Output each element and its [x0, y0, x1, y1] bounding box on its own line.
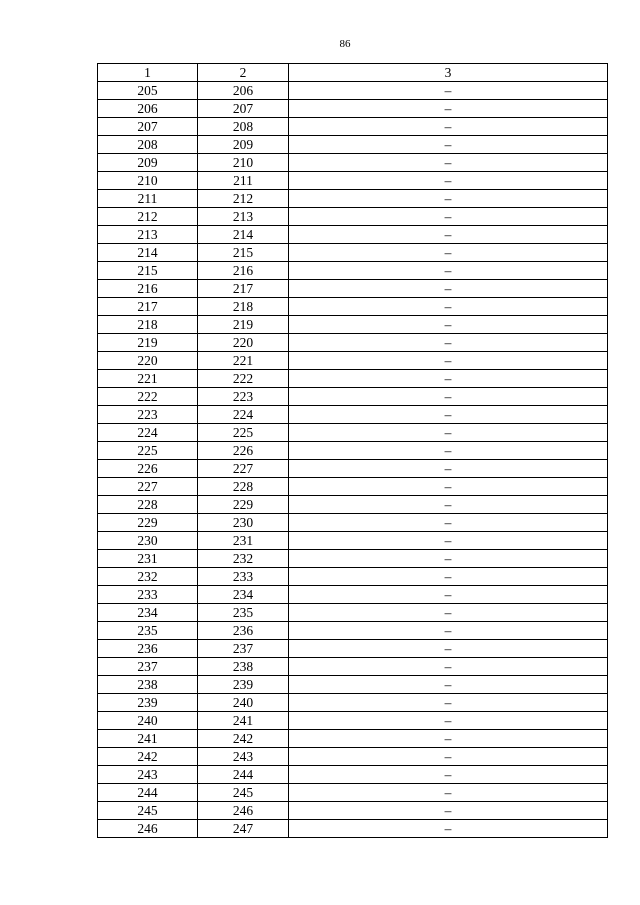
- table-cell-col-1: 224: [98, 424, 198, 442]
- table-row: [98, 208, 608, 226]
- table-row: [98, 622, 608, 640]
- table-cell-col-2: 206: [198, 82, 289, 100]
- table-cell-col-2: 207: [198, 100, 289, 118]
- table-cell-col-1: 207: [98, 118, 198, 136]
- table-cell-col-2: 242: [198, 730, 289, 748]
- table-cell-col-1: 244: [98, 784, 198, 802]
- table-cell-col-3: –: [289, 118, 608, 136]
- table-cell-col-2: 224: [198, 406, 289, 424]
- table-cell-col-2: 223: [198, 388, 289, 406]
- table-cell-col-3: –: [289, 406, 608, 424]
- table-row: [98, 730, 608, 748]
- table-row: [98, 676, 608, 694]
- table-cell-col-1: 212: [98, 208, 198, 226]
- table-cell-col-1: 233: [98, 586, 198, 604]
- table-row: [98, 298, 608, 316]
- table-cell-col-1: 226: [98, 460, 198, 478]
- table-row: [98, 460, 608, 478]
- table-cell-col-1: 214: [98, 244, 198, 262]
- table-cell-col-3: –: [289, 262, 608, 280]
- table-cell-col-2: 247: [198, 820, 289, 838]
- table-cell-col-3: –: [289, 568, 608, 586]
- table-cell-col-2: 230: [198, 514, 289, 532]
- table-cell-col-3: –: [289, 244, 608, 262]
- table-row: [98, 766, 608, 784]
- table-row: [98, 262, 608, 280]
- table-cell-col-1: 208: [98, 136, 198, 154]
- table-row: [98, 190, 608, 208]
- table-cell-col-2: 214: [198, 226, 289, 244]
- table-row: [98, 496, 608, 514]
- table-cell-col-1: 222: [98, 388, 198, 406]
- table-cell-col-2: 240: [198, 694, 289, 712]
- table-row: [98, 316, 608, 334]
- table-cell-col-3: –: [289, 478, 608, 496]
- table-cell-col-1: 235: [98, 622, 198, 640]
- table-cell-col-1: 219: [98, 334, 198, 352]
- table-cell-col-3: –: [289, 496, 608, 514]
- table-cell-col-2: 219: [198, 316, 289, 334]
- table-cell-col-1: 216: [98, 280, 198, 298]
- table-row: [98, 568, 608, 586]
- table-cell-col-3: –: [289, 532, 608, 550]
- table-cell-col-1: 241: [98, 730, 198, 748]
- table-cell-col-1: 215: [98, 262, 198, 280]
- page-number: 86: [339, 38, 351, 50]
- table-cell-col-2: 235: [198, 604, 289, 622]
- table-cell-col-1: 234: [98, 604, 198, 622]
- table-cell-col-2: 217: [198, 280, 289, 298]
- table-row: [98, 784, 608, 802]
- table-row: [98, 820, 608, 838]
- table-cell-col-3: –: [289, 334, 608, 352]
- table-cell-col-2: 218: [198, 298, 289, 316]
- column-header-1: 1: [98, 64, 198, 82]
- table-row: [98, 136, 608, 154]
- table-cell-col-2: 244: [198, 766, 289, 784]
- table-cell-col-2: 208: [198, 118, 289, 136]
- table-row: [98, 604, 608, 622]
- table-row: [98, 280, 608, 298]
- table-cell-col-1: 230: [98, 532, 198, 550]
- table-row: [98, 514, 608, 532]
- table-cell-col-2: 243: [198, 748, 289, 766]
- table-cell-col-2: 220: [198, 334, 289, 352]
- table-cell-col-1: 237: [98, 658, 198, 676]
- table-cell-col-3: –: [289, 208, 608, 226]
- table-cell-col-3: –: [289, 676, 608, 694]
- table-cell-col-1: 223: [98, 406, 198, 424]
- table-cell-col-2: 236: [198, 622, 289, 640]
- table-cell-col-1: 220: [98, 352, 198, 370]
- table-cell-col-1: 225: [98, 442, 198, 460]
- table-row: [98, 712, 608, 730]
- table-row: [98, 100, 608, 118]
- table-cell-col-3: –: [289, 316, 608, 334]
- header-row: [98, 64, 608, 82]
- table-row: [98, 226, 608, 244]
- table-cell-col-2: 234: [198, 586, 289, 604]
- table-cell-col-2: 246: [198, 802, 289, 820]
- table-cell-col-2: 239: [198, 676, 289, 694]
- table-cell-col-2: 241: [198, 712, 289, 730]
- table-row: [98, 586, 608, 604]
- table-cell-col-2: 225: [198, 424, 289, 442]
- table-cell-col-2: 222: [198, 370, 289, 388]
- table-row: [98, 154, 608, 172]
- table-cell-col-2: 210: [198, 154, 289, 172]
- table-cell-col-2: 228: [198, 478, 289, 496]
- table-row: [98, 82, 608, 100]
- column-header-3: 3: [289, 64, 608, 82]
- table-cell-col-3: –: [289, 370, 608, 388]
- table-cell-col-3: –: [289, 100, 608, 118]
- table-row: [98, 550, 608, 568]
- table-cell-col-1: 239: [98, 694, 198, 712]
- table-cell-col-1: 232: [98, 568, 198, 586]
- table-cell-col-2: 229: [198, 496, 289, 514]
- table-cell-col-3: –: [289, 136, 608, 154]
- table-row: [98, 172, 608, 190]
- table-cell-col-2: 232: [198, 550, 289, 568]
- table-cell-col-3: –: [289, 712, 608, 730]
- table-row: [98, 370, 608, 388]
- table-cell-col-3: –: [289, 586, 608, 604]
- table-cell-col-2: 231: [198, 532, 289, 550]
- table-cell-col-2: 245: [198, 784, 289, 802]
- table-cell-col-3: –: [289, 802, 608, 820]
- table-cell-col-1: 205: [98, 82, 198, 100]
- table-cell-col-3: –: [289, 748, 608, 766]
- table-cell-col-3: –: [289, 604, 608, 622]
- table-row: [98, 748, 608, 766]
- table-cell-col-1: 228: [98, 496, 198, 514]
- table-row: [98, 244, 608, 262]
- table-cell-col-3: –: [289, 640, 608, 658]
- table-row: [98, 442, 608, 460]
- table-cell-col-3: –: [289, 190, 608, 208]
- table-cell-col-3: –: [289, 514, 608, 532]
- table-cell-col-3: –: [289, 820, 608, 838]
- data-table: [97, 63, 608, 838]
- table-row: [98, 478, 608, 496]
- table-cell-col-1: 217: [98, 298, 198, 316]
- table-cell-col-3: –: [289, 658, 608, 676]
- table-cell-col-1: 227: [98, 478, 198, 496]
- table-body: [98, 82, 608, 838]
- table-row: [98, 640, 608, 658]
- table-row: [98, 388, 608, 406]
- table-cell-col-1: 218: [98, 316, 198, 334]
- table-cell-col-3: –: [289, 154, 608, 172]
- table-cell-col-3: –: [289, 694, 608, 712]
- table-row: [98, 334, 608, 352]
- table-row: [98, 532, 608, 550]
- table-cell-col-1: 240: [98, 712, 198, 730]
- table-cell-col-1: 229: [98, 514, 198, 532]
- table-cell-col-1: 246: [98, 820, 198, 838]
- table-cell-col-1: 242: [98, 748, 198, 766]
- table-cell-col-2: 211: [198, 172, 289, 190]
- table-cell-col-3: –: [289, 442, 608, 460]
- table-row: [98, 406, 608, 424]
- table-cell-col-3: –: [289, 784, 608, 802]
- table-cell-col-3: –: [289, 172, 608, 190]
- column-header-2: 2: [198, 64, 289, 82]
- table-cell-col-1: 236: [98, 640, 198, 658]
- table-row: [98, 352, 608, 370]
- table-cell-col-3: –: [289, 550, 608, 568]
- table-cell-col-3: –: [289, 82, 608, 100]
- table-row: [98, 118, 608, 136]
- table-cell-col-3: –: [289, 460, 608, 478]
- table-cell-col-1: 221: [98, 370, 198, 388]
- table-cell-col-3: –: [289, 730, 608, 748]
- table-cell-col-3: –: [289, 298, 608, 316]
- table-cell-col-2: 237: [198, 640, 289, 658]
- table-cell-col-1: 206: [98, 100, 198, 118]
- table-cell-col-3: –: [289, 388, 608, 406]
- table-cell-col-3: –: [289, 622, 608, 640]
- table-cell-col-1: 213: [98, 226, 198, 244]
- table-row: [98, 424, 608, 442]
- table-cell-col-3: –: [289, 766, 608, 784]
- table-cell-col-1: 243: [98, 766, 198, 784]
- table-cell-col-1: 231: [98, 550, 198, 568]
- table-cell-col-1: 211: [98, 190, 198, 208]
- table-cell-col-2: 227: [198, 460, 289, 478]
- table-cell-col-1: 238: [98, 676, 198, 694]
- table-cell-col-1: 209: [98, 154, 198, 172]
- table-cell-col-3: –: [289, 352, 608, 370]
- table-cell-col-2: 221: [198, 352, 289, 370]
- table-cell-col-3: –: [289, 424, 608, 442]
- table-cell-col-2: 216: [198, 262, 289, 280]
- table-cell-col-2: 238: [198, 658, 289, 676]
- table-header: [98, 64, 608, 82]
- table-cell-col-2: 212: [198, 190, 289, 208]
- table-row: [98, 802, 608, 820]
- table-cell-col-2: 226: [198, 442, 289, 460]
- table-cell-col-3: –: [289, 226, 608, 244]
- table-cell-col-2: 233: [198, 568, 289, 586]
- table-cell-col-2: 209: [198, 136, 289, 154]
- table-cell-col-1: 210: [98, 172, 198, 190]
- table-row: [98, 694, 608, 712]
- table-row: [98, 658, 608, 676]
- table-cell-col-3: –: [289, 280, 608, 298]
- table-cell-col-2: 213: [198, 208, 289, 226]
- table-cell-col-2: 215: [198, 244, 289, 262]
- table-cell-col-1: 245: [98, 802, 198, 820]
